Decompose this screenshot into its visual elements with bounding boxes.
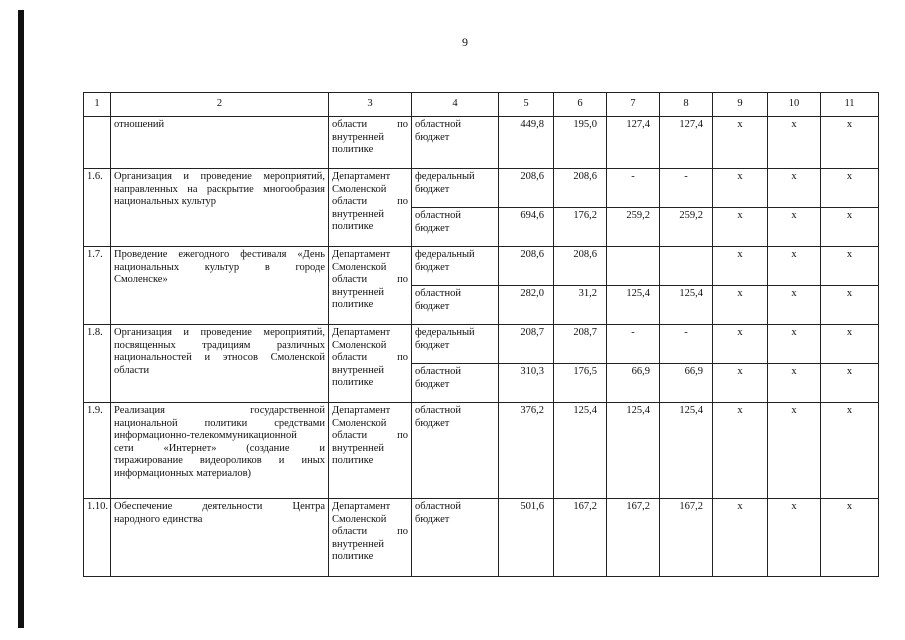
row-index: 1.10.: [84, 499, 111, 577]
activity-name: Организация и проведение мероприятий, посвященных традициям различных национальностей и этносов Смоленской области: [111, 325, 329, 403]
value-cell: 176,5: [554, 364, 607, 403]
value-cell: х: [821, 364, 879, 403]
value-cell: -: [660, 325, 713, 364]
row-index: 1.6.: [84, 169, 111, 247]
activity-name: Проведение ежегодного фестиваля «День национальных культур в городе Смоленске»: [111, 247, 329, 325]
value-cell: х: [768, 499, 821, 577]
activity-name: Организация и проведение мероприятий, направленных на раскрытие многообразия национальных культур: [111, 169, 329, 247]
value-cell: х: [768, 286, 821, 325]
column-header: 3: [329, 93, 412, 117]
value-cell: 125,4: [660, 403, 713, 499]
value-cell: 167,2: [554, 499, 607, 577]
column-header: 8: [660, 93, 713, 117]
row-index: 1.9.: [84, 403, 111, 499]
value-cell: 125,4: [607, 403, 660, 499]
funding-source: областной бюджет: [412, 208, 499, 247]
value-cell: х: [821, 286, 879, 325]
value-cell: 167,2: [660, 499, 713, 577]
column-header: 10: [768, 93, 821, 117]
value-cell: х: [768, 208, 821, 247]
value-cell: 167,2: [607, 499, 660, 577]
value-cell: х: [821, 169, 879, 208]
value-cell: 125,4: [607, 286, 660, 325]
organization: Департамент Смоленской области по внутренней политике: [329, 169, 412, 247]
value-cell: 176,2: [554, 208, 607, 247]
table-row: [84, 117, 879, 169]
organization: Департамент Смоленской области по внутренней политике: [329, 499, 412, 577]
column-header: 7: [607, 93, 660, 117]
value-cell: 208,6: [499, 247, 554, 286]
column-header: 4: [412, 93, 499, 117]
row-index: 1.8.: [84, 325, 111, 403]
organization: Департамент Смоленской области по внутренней политике: [329, 325, 412, 403]
value-cell: 694,6: [499, 208, 554, 247]
table-row: [84, 247, 879, 286]
column-header: 11: [821, 93, 879, 117]
funding-source: областной бюджет: [412, 286, 499, 325]
funding-source: федеральный бюджет: [412, 169, 499, 208]
value-cell: х: [821, 247, 879, 286]
table-row: [84, 403, 879, 499]
value-cell: х: [821, 499, 879, 577]
organization: Департамент Смоленской области по внутренней политике: [329, 247, 412, 325]
value-cell: х: [821, 403, 879, 499]
table-row: [84, 499, 879, 577]
value-cell: 208,7: [499, 325, 554, 364]
value-cell: 208,6: [554, 247, 607, 286]
value-cell: 66,9: [660, 364, 713, 403]
value-cell: 125,4: [660, 286, 713, 325]
value-cell: х: [768, 117, 821, 169]
value-cell: 376,2: [499, 403, 554, 499]
value-cell: х: [821, 117, 879, 169]
value-cell: 259,2: [660, 208, 713, 247]
value-cell: [660, 247, 713, 286]
column-header: 1: [84, 93, 111, 117]
value-cell: 195,0: [554, 117, 607, 169]
organization: Департамент Смоленской области по внутренней политике: [329, 403, 412, 499]
value-cell: х: [713, 325, 768, 364]
value-cell: х: [768, 325, 821, 364]
value-cell: х: [713, 499, 768, 577]
value-cell: х: [713, 247, 768, 286]
funding-source: областной бюджет: [412, 117, 499, 169]
column-header: 9: [713, 93, 768, 117]
activity-name: отношений: [111, 117, 329, 169]
value-cell: 31,2: [554, 286, 607, 325]
column-header: 5: [499, 93, 554, 117]
value-cell: 208,6: [554, 169, 607, 208]
table-header-row: [84, 93, 879, 117]
value-cell: 127,4: [660, 117, 713, 169]
value-cell: х: [768, 364, 821, 403]
value-cell: х: [821, 325, 879, 364]
value-cell: х: [713, 208, 768, 247]
value-cell: х: [713, 286, 768, 325]
page-number: 9: [462, 35, 468, 49]
value-cell: -: [607, 325, 660, 364]
value-cell: х: [713, 364, 768, 403]
value-cell: 310,3: [499, 364, 554, 403]
value-cell: х: [821, 208, 879, 247]
column-header: 6: [554, 93, 607, 117]
funding-source: федеральный бюджет: [412, 325, 499, 364]
value-cell: 282,0: [499, 286, 554, 325]
funding-source: федеральный бюджет: [412, 247, 499, 286]
funding-source: областной бюджет: [412, 364, 499, 403]
table-row: [84, 169, 879, 208]
value-cell: х: [768, 169, 821, 208]
budget-table: [83, 92, 879, 577]
value-cell: 208,7: [554, 325, 607, 364]
funding-source: областной бюджет: [412, 403, 499, 499]
value-cell: 125,4: [554, 403, 607, 499]
scan-edge-bar: [18, 10, 24, 628]
row-index: [84, 117, 111, 169]
value-cell: х: [713, 169, 768, 208]
value-cell: 449,8: [499, 117, 554, 169]
row-index: 1.7.: [84, 247, 111, 325]
value-cell: 208,6: [499, 169, 554, 208]
value-cell: х: [768, 247, 821, 286]
value-cell: 127,4: [607, 117, 660, 169]
value-cell: 501,6: [499, 499, 554, 577]
activity-name: Реализация государственной национальной политики средствами информационно-телекоммуникационной сети «Интернет» (создание и тиражирование видеороликов и иных информационных материалов): [111, 403, 329, 499]
value-cell: х: [768, 403, 821, 499]
value-cell: -: [660, 169, 713, 208]
value-cell: х: [713, 117, 768, 169]
organization: области по внутренней политике: [329, 117, 412, 169]
value-cell: [607, 247, 660, 286]
activity-name: Обеспечение деятельности Центра народного единства: [111, 499, 329, 577]
funding-source: областной бюджет: [412, 499, 499, 577]
column-header: 2: [111, 93, 329, 117]
value-cell: 259,2: [607, 208, 660, 247]
table-row: [84, 325, 879, 364]
value-cell: 66,9: [607, 364, 660, 403]
value-cell: -: [607, 169, 660, 208]
value-cell: х: [713, 403, 768, 499]
